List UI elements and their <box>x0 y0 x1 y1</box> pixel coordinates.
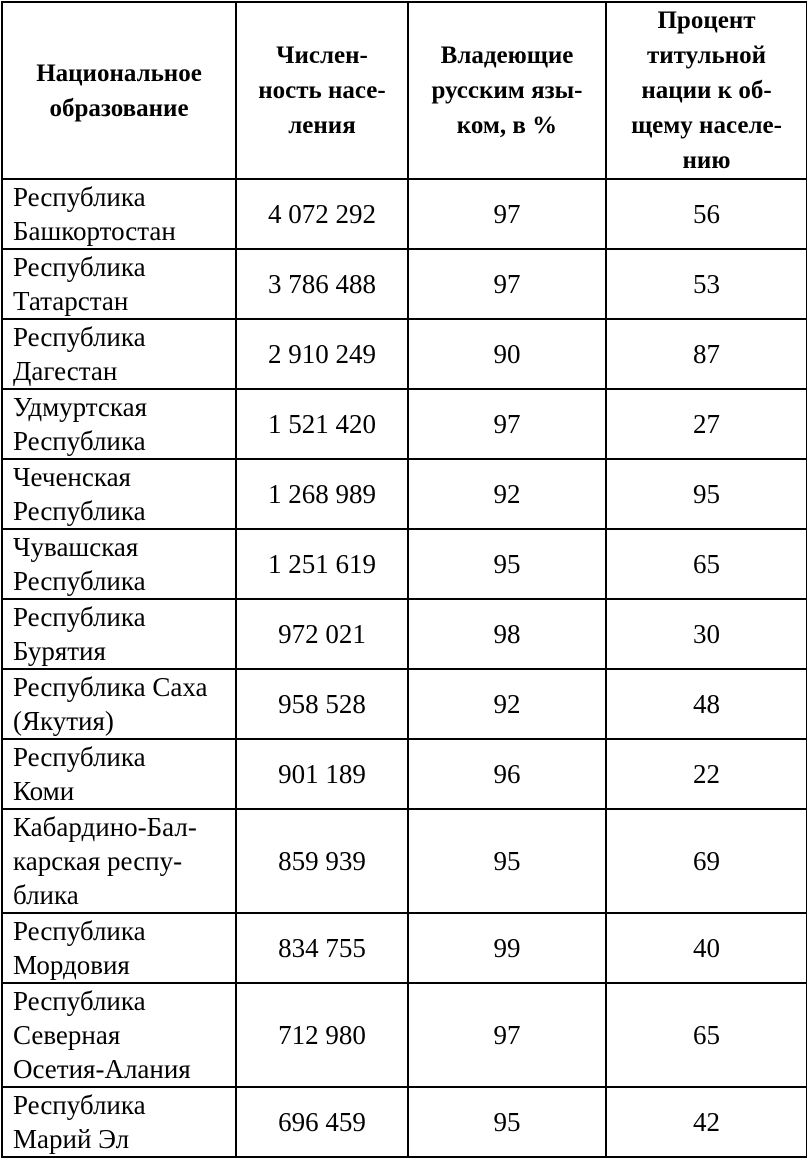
entity-name-line: Республика <box>13 252 146 282</box>
entity-name-line: Республика Саха <box>13 672 208 702</box>
entity-name-line: Республика <box>13 322 146 352</box>
cell-entity-name <box>2 809 236 913</box>
entity-name-line: Республика <box>13 426 146 456</box>
cell-entity-name <box>2 249 236 319</box>
cell-titular-percent: 65 <box>606 529 807 599</box>
cell-population: 3 786 488 <box>236 249 408 319</box>
cell-russian-speakers: 97 <box>408 983 606 1087</box>
cell-entity-name <box>2 179 236 249</box>
table-row <box>2 809 807 913</box>
cell-population: 1 268 989 <box>236 459 408 529</box>
cell-entity-name <box>2 1087 236 1157</box>
cell-titular-percent: 95 <box>606 459 807 529</box>
cell-russian-speakers: 97 <box>408 179 606 249</box>
cell-russian-speakers: 95 <box>408 529 606 599</box>
entity-name-line: карская респу- <box>13 846 183 876</box>
cell-titular-percent: 30 <box>606 599 807 669</box>
cell-titular-percent: 53 <box>606 249 807 319</box>
cell-population: 696 459 <box>236 1087 408 1157</box>
cell-russian-speakers: 96 <box>408 739 606 809</box>
table-row <box>2 739 807 809</box>
table-row <box>2 1087 807 1157</box>
entity-name-line: Республика <box>13 602 146 632</box>
entity-name-line: Республика <box>13 182 146 212</box>
entity-name-line: Кабардино-Бал- <box>13 812 197 842</box>
cell-population: 4 072 292 <box>236 179 408 249</box>
table-row <box>2 983 807 1087</box>
header-titular-percent: Процент титульной нации к об- щему населе- нию <box>606 2 807 179</box>
entity-name-line: Удмуртская <box>13 392 148 422</box>
entity-name-line: Коми <box>13 776 75 806</box>
cell-titular-percent: 27 <box>606 389 807 459</box>
cell-russian-speakers: 92 <box>408 669 606 739</box>
cell-titular-percent: 87 <box>606 319 807 389</box>
cell-population: 859 939 <box>236 809 408 913</box>
entity-name-line: Республика <box>13 986 146 1016</box>
table-row <box>2 319 807 389</box>
entity-name-line: Татарстан <box>13 286 129 316</box>
entity-name-line: Северная <box>13 1020 121 1050</box>
cell-population: 2 910 249 <box>236 319 408 389</box>
table-row <box>2 529 807 599</box>
cell-titular-percent: 22 <box>606 739 807 809</box>
table-row <box>2 179 807 249</box>
cell-entity-name <box>2 459 236 529</box>
header-national-entity: Национальное образование <box>2 2 236 179</box>
cell-entity-name <box>2 599 236 669</box>
cell-russian-speakers: 95 <box>408 1087 606 1157</box>
cell-russian-speakers: 90 <box>408 319 606 389</box>
header-russian-speakers: Владеющие русским язы- ком, в % <box>408 2 606 179</box>
cell-entity-name <box>2 913 236 983</box>
cell-population: 958 528 <box>236 669 408 739</box>
cell-russian-speakers: 95 <box>408 809 606 913</box>
table-row <box>2 913 807 983</box>
cell-russian-speakers: 97 <box>408 249 606 319</box>
entity-name-line: Республика <box>13 566 146 596</box>
cell-entity-name <box>2 669 236 739</box>
entity-name-line: Республика <box>13 916 146 946</box>
entity-name-line: Осетия-Алания <box>13 1054 191 1084</box>
population-table <box>1 1 807 1158</box>
entity-name-line: Бурятия <box>13 636 106 666</box>
cell-titular-percent: 40 <box>606 913 807 983</box>
entity-name-line: блика <box>13 880 79 910</box>
cell-entity-name <box>2 529 236 599</box>
entity-name-line: Дагестан <box>13 356 118 386</box>
cell-russian-speakers: 92 <box>408 459 606 529</box>
table-row <box>2 459 807 529</box>
cell-russian-speakers: 98 <box>408 599 606 669</box>
cell-entity-name <box>2 389 236 459</box>
header-population: Числен- ность насе- ления <box>236 2 408 179</box>
header-row <box>2 2 807 179</box>
table-body <box>2 179 807 1157</box>
cell-population: 1 521 420 <box>236 389 408 459</box>
cell-population: 834 755 <box>236 913 408 983</box>
cell-entity-name <box>2 739 236 809</box>
entity-name-line: Чувашская <box>13 532 139 562</box>
entity-name-line: Башкортостан <box>13 216 176 246</box>
cell-entity-name <box>2 319 236 389</box>
table-row <box>2 599 807 669</box>
cell-titular-percent: 48 <box>606 669 807 739</box>
cell-titular-percent: 69 <box>606 809 807 913</box>
entity-name-line: Мордовия <box>13 950 130 980</box>
cell-titular-percent: 56 <box>606 179 807 249</box>
entity-name-line: Республика <box>13 1090 146 1120</box>
entity-name-line: Чеченская <box>13 462 131 492</box>
entity-name-line: Марий Эл <box>13 1124 130 1154</box>
table-row <box>2 669 807 739</box>
cell-entity-name <box>2 983 236 1087</box>
entity-name-line: Республика <box>13 742 146 772</box>
cell-titular-percent: 65 <box>606 983 807 1087</box>
cell-population: 712 980 <box>236 983 408 1087</box>
cell-population: 972 021 <box>236 599 408 669</box>
table-row <box>2 249 807 319</box>
cell-population: 1 251 619 <box>236 529 408 599</box>
entity-name-line: Республика <box>13 496 146 526</box>
cell-russian-speakers: 99 <box>408 913 606 983</box>
cell-population: 901 189 <box>236 739 408 809</box>
table-row <box>2 389 807 459</box>
entity-name-line: (Якутия) <box>13 706 114 736</box>
cell-russian-speakers: 97 <box>408 389 606 459</box>
cell-titular-percent: 42 <box>606 1087 807 1157</box>
